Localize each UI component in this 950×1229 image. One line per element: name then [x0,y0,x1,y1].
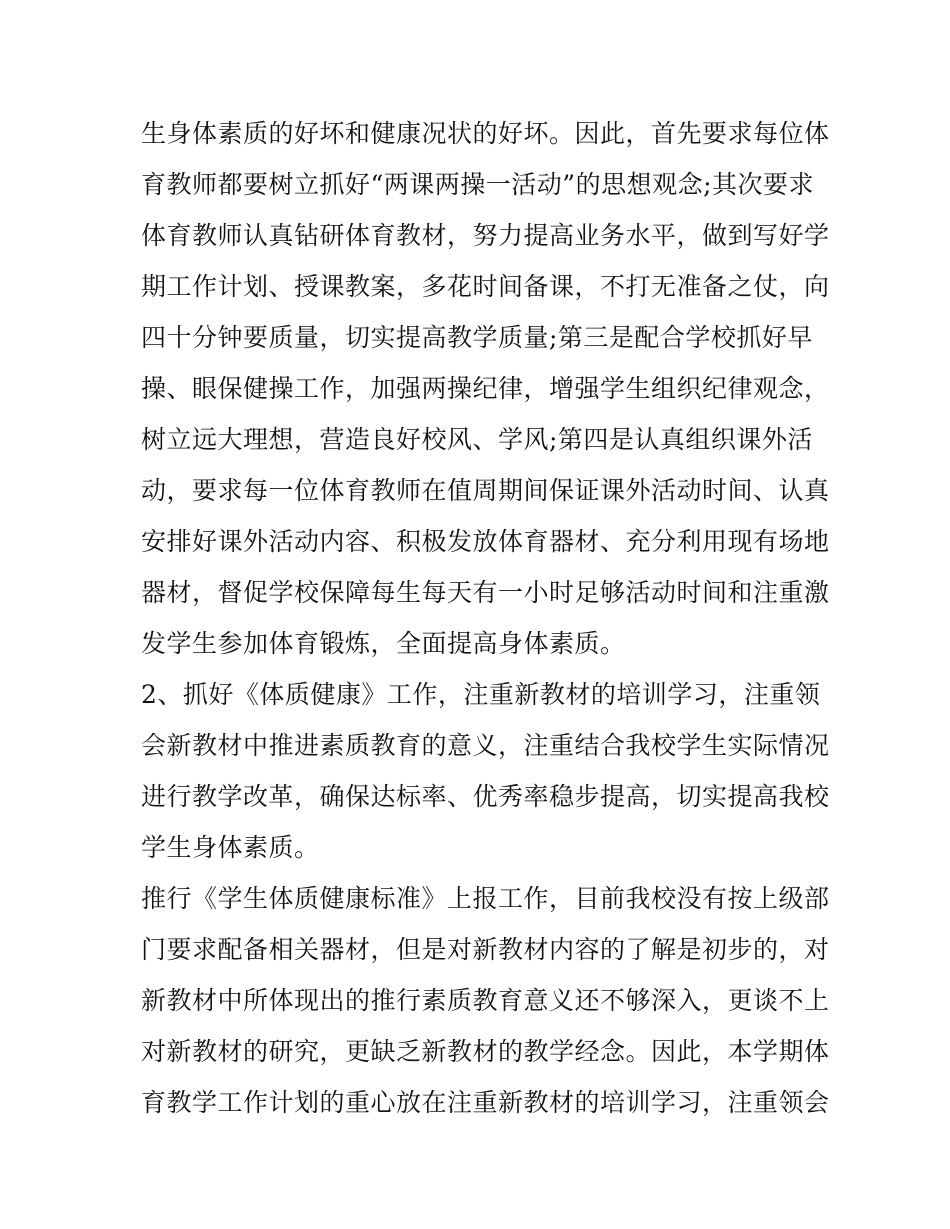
text-line-3: 体育教师认真钻研体育教材，努力提高业务水平，做到写好学 [141,221,830,250]
text-line-20: 育教学工作计划的重心放在注重新教材的培训学习，注重领会 [141,1088,830,1117]
text-line-19: 对新教材的研究，更缺乏新教材的教学经念。因此，本学期体 [141,1037,830,1066]
text-line-15: 学生身体素质。 [141,833,320,862]
body-text [141,108,830,1128]
text-line-7: 树立远大理想，营造良好校风、学风;第四是认真组织课外活 [141,425,813,454]
text-line-17: 门要求配备相关器材，但是对新教材内容的了解是初步的，对 [141,935,830,964]
text-line-5: 四十分钟要质量，切实提高教学质量;第三是配合学校抓好早 [141,323,813,352]
text-line-12: 2、抓好《体质健康》工作，注重新教材的培训学习，注重领 [141,680,821,709]
text-line-2: 育教师都要树立抓好“两课两操一活动”的思想观念;其次要求 [141,170,814,199]
text-line-11: 发学生参加体育锻炼，全面提高身体素质。 [141,629,626,658]
text-line-16: 推行《学生体质健康标准》上报工作，目前我校没有按上级部 [141,884,830,913]
text-line-9: 安排好课外活动内容、积极发放体育器材、充分利用现有场地 [141,527,830,556]
text-line-13: 会新教材中推进素质教育的意义，注重结合我校学生实际情况 [141,731,830,760]
text-line-1: 生身体素质的好坏和健康况状的好坏。因此，首先要求每位体 [141,119,830,148]
text-line-10: 器材，督促学校保障每生每天有一小时足够活动时间和注重激 [141,578,830,607]
text-line-8: 动，要求每一位体育教师在值周期间保证课外活动时间、认真 [141,476,830,505]
text-line-4: 期工作计划、授课教案，多花时间备课，不打无准备之仗，向 [141,272,830,301]
text-line-18: 新教材中所体现出的推行素质教育意义还不够深入，更谈不上 [141,986,830,1015]
text-line-14: 进行教学改革，确保达标率、优秀率稳步提高，切实提高我校 [141,782,830,811]
text-line-6: 操、眼保健操工作，加强两操纪律，增强学生组织纪律观念， [141,374,830,403]
